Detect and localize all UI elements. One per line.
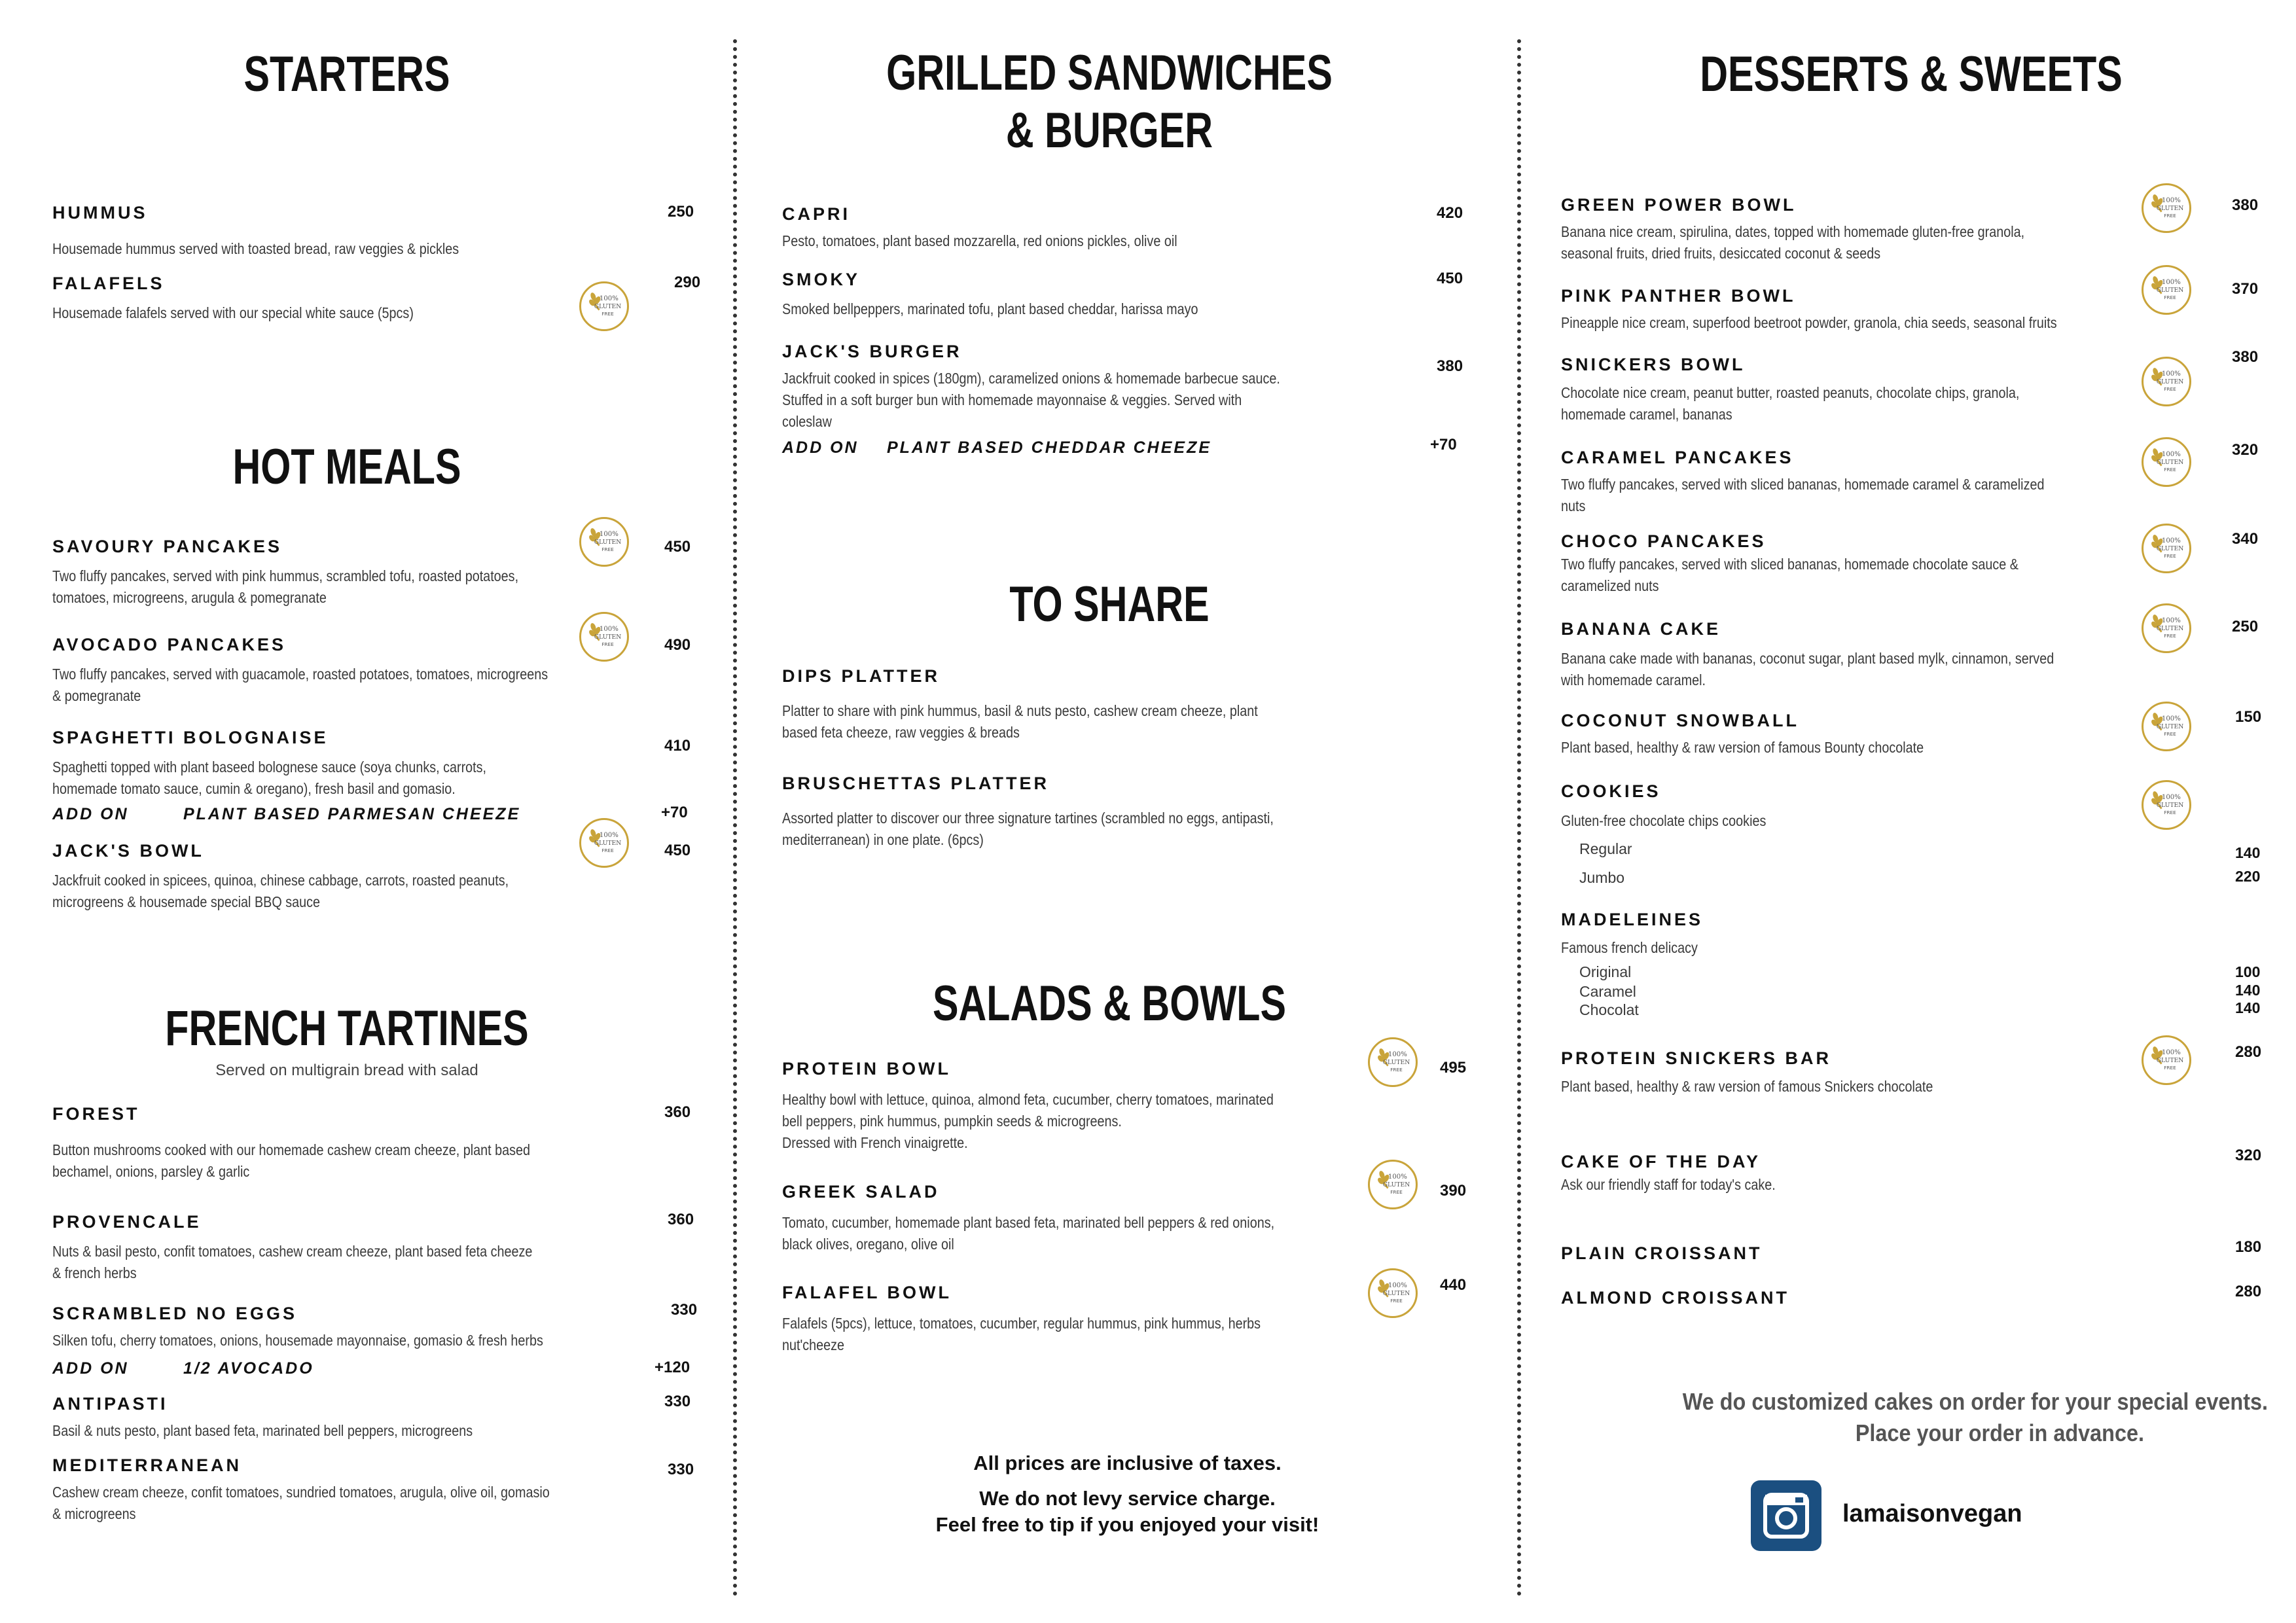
addon-avocado	[52, 1359, 314, 1378]
svg-text:100%: 100%	[1388, 1281, 1407, 1289]
item-desc: Chocolate nice cream, peanut butter, roasted peanuts, chocolate chips, granola, homemade caramel, bananas	[1561, 384, 2020, 423]
item-name: BANANA CAKE	[1561, 619, 1721, 639]
menu-item-smoky	[782, 268, 1424, 320]
item-name: COCONUT SNOWBALL	[1561, 711, 1799, 730]
menu-item-coconut-snowball	[1561, 709, 2189, 758]
gluten-free-icon	[2142, 265, 2191, 315]
item-name: ANTIPASTI	[52, 1394, 168, 1414]
item-price: 360	[668, 1211, 694, 1228]
svg-text:GLUTEN: GLUTEN	[1382, 1181, 1410, 1188]
item-name: ALMOND CROISSANT	[1561, 1288, 1789, 1308]
menu-item-pink-panther-bowl	[1561, 285, 2189, 334]
item-price: 380	[2232, 196, 2259, 214]
svg-text:FREE: FREE	[2164, 632, 2176, 639]
item-name: PINK PANTHER BOWL	[1561, 286, 1796, 306]
item-name: MADELEINES	[1561, 910, 1704, 929]
option-price: 100	[2235, 963, 2261, 980]
svg-text:FREE: FREE	[2164, 730, 2176, 737]
svg-text:GLUTEN: GLUTEN	[2156, 286, 2184, 294]
gluten-free-icon	[579, 281, 629, 331]
svg-text:FREE: FREE	[1390, 1297, 1403, 1304]
svg-text:GLUTEN: GLUTEN	[2156, 458, 2184, 466]
option-jumbo: Jumbo	[1579, 869, 1625, 886]
item-name: FALAFEL BOWL	[782, 1283, 952, 1302]
item-name: SCRAMBLED NO EGGS	[52, 1304, 298, 1323]
instagram-icon[interactable]	[1751, 1480, 1821, 1551]
item-desc: Banana nice cream, spirulina, dates, topped with homemade gluten-free granola, seasonal fruits, dried fruits, desiccated coconut & seeds	[1561, 223, 2025, 262]
item-desc: Two fluffy pancakes, served with pink hummus, scrambled tofu, roasted potatoes, tomatoes, microgreens, arugula & pomegranate	[52, 567, 519, 606]
item-desc: Pineapple nice cream, superfood beetroot powder, granola, chia seeds, seasonal fruits	[1561, 314, 2057, 331]
menu-item-provencale	[52, 1211, 655, 1284]
item-name: PROTEIN SNICKERS BAR	[1561, 1048, 1832, 1068]
menu-item-almond-croissant	[1561, 1287, 2189, 1309]
svg-text:FREE: FREE	[2164, 385, 2176, 392]
svg-text:FREE: FREE	[2164, 212, 2176, 219]
item-desc: Jackfruit cooked in spicees, quinoa, chinese cabbage, carrots, roasted peanuts, microgreens & housemade special BBQ sauce	[52, 872, 509, 910]
item-price: 280	[2235, 1283, 2262, 1300]
item-name: SMOKY	[782, 270, 861, 289]
item-desc: Famous french delicacy	[1561, 939, 1698, 956]
item-desc: Plant based, healthy & raw version of famous Bounty chocolate	[1561, 739, 1924, 756]
gluten-free-icon	[2142, 1035, 2191, 1085]
menu-item-dips-platter	[782, 665, 1424, 743]
item-desc: Platter to share with pink hummus, basil & nuts pesto, cashew cream cheeze, plant based feta cheeze, raw veggies & breads	[782, 702, 1258, 741]
item-desc: Cashew cream cheeze, confit tomatoes, sundried tomatoes, arugula, olive oil, gomasio & microgreens	[52, 1484, 550, 1522]
section-subtitle: Served on multigrain bread with salad	[215, 1061, 478, 1079]
item-price: 330	[671, 1301, 698, 1319]
svg-text:GLUTEN: GLUTEN	[2156, 1056, 2184, 1064]
gluten-free-icon	[2142, 183, 2191, 233]
gluten-free-icon	[2142, 780, 2191, 830]
section-title-sandwiches: GRILLED SANDWICHES & BURGER	[886, 45, 1333, 158]
addon-text: PLANT BASED PARMESAN CHEEZE	[183, 805, 521, 823]
item-desc: Healthy bowl with lettuce, quinoa, almond feta, cucumber, cherry tomatoes, marinated bell peppers, pink hummus, pumpkin seeds & microgreens. Dressed with French vinaigrette.	[782, 1091, 1274, 1151]
item-desc: Smoked bellpeppers, marinated tofu, plant based cheddar, harissa mayo	[782, 300, 1198, 317]
section-title-desserts: DESSERTS & SWEETS	[1700, 46, 2123, 102]
menu-item-hummus	[52, 202, 655, 260]
item-name: GREEN POWER BOWL	[1561, 195, 1797, 215]
item-desc: Plant based, healthy & raw version of famous Snickers chocolate	[1561, 1078, 1933, 1095]
svg-text:FREE: FREE	[2164, 552, 2176, 559]
gluten-free-icon	[579, 517, 629, 567]
gluten-free-icon	[1368, 1037, 1418, 1087]
option-price: 220	[2235, 868, 2261, 885]
svg-text:100%: 100%	[599, 530, 619, 538]
item-desc: Gluten-free chocolate chips cookies	[1561, 812, 1767, 829]
svg-text:GLUTEN: GLUTEN	[1382, 1058, 1410, 1066]
svg-text:100%: 100%	[2161, 450, 2181, 458]
item-name: CAKE OF THE DAY	[1561, 1152, 1761, 1171]
addon-price: +70	[661, 804, 688, 821]
item-price: 360	[664, 1103, 691, 1121]
item-desc: Two fluffy pancakes, served with guacamole, roasted potatoes, tomatoes, microgreens & pomegranate	[52, 666, 548, 704]
menu-item-mediterranean	[52, 1454, 655, 1525]
svg-text:GLUTEN: GLUTEN	[594, 302, 622, 310]
menu-item-falafel-bowl	[782, 1281, 1424, 1356]
gluten-free-icon	[2142, 702, 2191, 751]
item-name: HUMMUS	[52, 203, 148, 223]
svg-text:100%: 100%	[2161, 616, 2181, 624]
section-title-to-share: TO SHARE	[1009, 577, 1210, 632]
item-price: 495	[1440, 1059, 1467, 1077]
svg-text:GLUTEN: GLUTEN	[2156, 204, 2184, 212]
item-price: 380	[2232, 348, 2259, 366]
item-desc: Spaghetti topped with plant baseed bolognese sauce (soya chunks, carrots, homemade tomato sauce, cumin & oregano), fresh basil and gomasio.	[52, 758, 487, 797]
custom-cakes-note: We do customized cakes on order for your special events. Place your order in advance.	[1682, 1388, 2268, 1446]
menu-item-falafels	[52, 272, 655, 324]
menu-item-jacks-burger	[782, 340, 1424, 433]
item-desc: Falafels (5pcs), lettuce, tomatoes, cucumber, regular hummus, pink hummus, herbs nut'cheeze	[782, 1315, 1261, 1353]
item-price: 250	[668, 203, 694, 221]
menu-item-snickers-bowl	[1561, 353, 2189, 425]
item-desc: Housemade hummus served with toasted bread, raw veggies & pickles	[52, 240, 459, 257]
item-name: FOREST	[52, 1104, 140, 1124]
svg-text:GLUTEN: GLUTEN	[1382, 1289, 1410, 1297]
column-middle	[782, 0, 1473, 1623]
item-name: JACK'S BOWL	[52, 841, 204, 861]
svg-text:FREE: FREE	[601, 847, 614, 853]
section-title-starters: STARTERS	[243, 46, 450, 102]
option-price: 140	[2235, 844, 2261, 861]
item-price: 150	[2235, 708, 2262, 726]
item-desc: Housemade falafels served with our special white sauce (5pcs)	[52, 304, 414, 321]
menu-item-bruschettas-platter	[782, 772, 1424, 851]
item-name: DIPS PLATTER	[782, 666, 941, 686]
option-original: Original	[1579, 963, 1632, 980]
svg-text:GLUTEN: GLUTEN	[594, 839, 622, 847]
menu-item-protein-bowl	[782, 1058, 1424, 1154]
item-price: 320	[2235, 1147, 2262, 1164]
svg-text:FREE: FREE	[2164, 1064, 2176, 1071]
item-desc: Silken tofu, cherry tomatoes, onions, housemade mayonnaise, gomasio & fresh herbs	[52, 1332, 543, 1349]
item-desc: Jackfruit cooked in spices (180gm), caramelized onions & homemade barbecue sauce. Stuffed in a soft burger bun with homemade mayonnaise & veggies. Served with coleslaw	[782, 370, 1280, 430]
svg-text:100%: 100%	[1388, 1173, 1407, 1181]
option-price: 140	[2235, 999, 2261, 1016]
svg-text:100%: 100%	[2161, 196, 2181, 204]
item-price: 450	[664, 842, 691, 859]
gluten-free-icon	[1368, 1160, 1418, 1209]
item-price: 180	[2235, 1238, 2262, 1256]
section-title-hot-meals: HOT MEALS	[232, 439, 461, 495]
svg-text:100%: 100%	[599, 294, 619, 302]
svg-text:FREE: FREE	[1390, 1188, 1403, 1195]
svg-text:100%: 100%	[2161, 715, 2181, 722]
item-price: 330	[668, 1461, 694, 1478]
option-price: 140	[2235, 982, 2261, 999]
option-chocolat: Chocolat	[1579, 1001, 1639, 1018]
item-price: 330	[664, 1393, 691, 1410]
item-desc: Two fluffy pancakes, served with sliced bananas, homemade caramel & caramelized nuts	[1561, 476, 2045, 514]
menu-item-capri	[782, 203, 1424, 252]
menu-item-cookies	[1561, 780, 2189, 832]
svg-text:100%: 100%	[2161, 278, 2181, 286]
svg-text:100%: 100%	[1388, 1050, 1407, 1058]
item-desc: Two fluffy pancakes, served with sliced bananas, homemade chocolate sauce & caramelized nuts	[1561, 556, 2018, 594]
item-desc: Nuts & basil pesto, confit tomatoes, cashew cream cheeze, plant based feta cheeze & french herbs	[52, 1243, 533, 1281]
taxes-note: All prices are inclusive of taxes.	[973, 1452, 1282, 1474]
svg-text:100%: 100%	[599, 625, 619, 633]
addon-label: ADD ON	[782, 438, 859, 457]
item-price: 450	[664, 538, 691, 556]
addon-price: +120	[655, 1359, 691, 1376]
column-divider-2	[1517, 39, 1521, 1597]
addon-parmesan	[52, 805, 520, 824]
gluten-free-icon	[579, 612, 629, 662]
svg-text:FREE: FREE	[601, 641, 614, 647]
svg-text:GLUTEN: GLUTEN	[2156, 378, 2184, 385]
svg-text:FREE: FREE	[2164, 809, 2176, 815]
svg-text:FREE: FREE	[601, 310, 614, 317]
svg-text:GLUTEN: GLUTEN	[2156, 544, 2184, 552]
item-desc: Assorted platter to discover our three signature tartines (scrambled no eggs, antipasti, mediterranean) in one plate. (6pcs)	[782, 810, 1274, 848]
svg-text:FREE: FREE	[2164, 466, 2176, 473]
item-name: PROTEIN BOWL	[782, 1059, 951, 1079]
gluten-free-icon	[2142, 357, 2191, 406]
item-price: 370	[2232, 280, 2259, 298]
menu-item-banana-cake	[1561, 618, 2189, 691]
item-desc: Button mushrooms cooked with our homemade cashew cream cheeze, plant based bechamel, onions, parsley & garlic	[52, 1141, 531, 1180]
menu-item-protein-snickers-bar	[1561, 1047, 2189, 1097]
item-name: SPAGHETTI BOLOGNAISE	[52, 728, 329, 747]
svg-text:GLUTEN: GLUTEN	[2156, 722, 2184, 730]
item-desc: Banana cake made with bananas, coconut sugar, plant based mylk, cinnamon, served with homemade caramel.	[1561, 650, 2054, 688]
menu-item-madeleines	[1561, 908, 2189, 959]
item-name: SAVOURY PANCAKES	[52, 537, 283, 556]
menu-item-greek-salad	[782, 1181, 1424, 1255]
column-divider-1	[733, 39, 737, 1597]
menu-item-caramel-pancakes	[1561, 446, 2189, 517]
menu-item-savoury-pancakes	[52, 535, 655, 609]
gluten-free-icon	[2142, 524, 2191, 573]
addon-label: ADD ON	[52, 1359, 129, 1378]
addon-text: 1/2 AVOCADO	[183, 1359, 314, 1378]
menu-item-spaghetti-bolognaise	[52, 726, 655, 800]
item-name: SNICKERS BOWL	[1561, 355, 1746, 374]
item-desc: Pesto, tomatoes, plant based mozzarella, red onions pickles, olive oil	[782, 232, 1177, 249]
item-desc: Ask our friendly staff for today's cake.	[1561, 1176, 1776, 1193]
svg-text:100%: 100%	[2161, 370, 2181, 378]
item-name: CHOCO PANCAKES	[1561, 531, 1767, 551]
item-name: PROVENCALE	[52, 1212, 202, 1232]
item-desc: Tomato, cucumber, homemade plant based feta, marinated bell peppers & red onions, black olives, oregano, olive oil	[782, 1214, 1275, 1253]
menu-item-choco-pancakes	[1561, 530, 2189, 597]
item-name: AVOCADO PANCAKES	[52, 635, 287, 654]
menu-item-cake-of-the-day	[1561, 1150, 2189, 1196]
item-name: GREEK SALAD	[782, 1182, 940, 1202]
item-desc: Basil & nuts pesto, plant based feta, marinated bell peppers, microgreens	[52, 1422, 473, 1439]
item-price: 420	[1437, 204, 1463, 222]
item-name: JACK'S BURGER	[782, 342, 962, 361]
section-title-french-tartines: FRENCH TARTINES	[165, 1001, 529, 1056]
service-charge-note: We do not levy service charge.	[979, 1487, 1276, 1510]
menu-item-scrambled-no-eggs	[52, 1302, 655, 1351]
item-name: BRUSCHETTAS PLATTER	[782, 774, 1049, 793]
svg-text:FREE: FREE	[2164, 294, 2176, 300]
item-name: PLAIN CROISSANT	[1561, 1243, 1763, 1263]
svg-text:100%: 100%	[599, 831, 619, 839]
gluten-free-icon	[579, 818, 629, 868]
column-left	[52, 0, 707, 1623]
menu-item-jacks-bowl	[52, 840, 655, 913]
item-name: COOKIES	[1561, 781, 1661, 801]
addon-text: PLANT BASED CHEDDAR CHEEZE	[886, 438, 1212, 457]
section-title-salads-bowls: SALADS & BOWLS	[932, 976, 1287, 1031]
gluten-free-icon	[2142, 603, 2191, 653]
svg-text:100%: 100%	[2161, 793, 2181, 801]
item-price: 390	[1440, 1182, 1467, 1200]
item-name: CARAMEL PANCAKES	[1561, 448, 1794, 467]
menu-item-avocado-pancakes	[52, 633, 655, 707]
menu-item-green-power-bowl	[1561, 194, 2189, 264]
addon-label: ADD ON	[52, 805, 129, 823]
menu-item-plain-croissant	[1561, 1242, 2189, 1264]
option-caramel: Caramel	[1579, 983, 1636, 1000]
gluten-free-icon	[2142, 437, 2191, 487]
svg-text:100%: 100%	[2161, 1048, 2181, 1056]
item-price: 440	[1440, 1276, 1467, 1294]
svg-text:GLUTEN: GLUTEN	[594, 633, 622, 641]
item-price: 340	[2232, 530, 2259, 548]
item-name: FALAFELS	[52, 274, 165, 293]
item-price: 290	[674, 274, 701, 291]
menu-item-forest	[52, 1103, 655, 1183]
instagram-handle[interactable]: lamaisonvegan	[1842, 1500, 2022, 1527]
svg-text:FREE: FREE	[601, 546, 614, 552]
svg-text:GLUTEN: GLUTEN	[594, 538, 622, 546]
item-price: 490	[664, 636, 691, 654]
svg-text:100%: 100%	[2161, 537, 2181, 544]
menu-item-antipasti	[52, 1393, 655, 1442]
tip-note: Feel free to tip if you enjoyed your visit!	[935, 1513, 1319, 1536]
item-price: 280	[2235, 1043, 2262, 1061]
gluten-free-icon	[1368, 1268, 1418, 1318]
item-price: 250	[2232, 618, 2259, 635]
item-name: CAPRI	[782, 204, 851, 224]
addon-price: +70	[1430, 436, 1457, 454]
option-regular: Regular	[1579, 840, 1632, 857]
item-price: 450	[1437, 270, 1463, 287]
addon-cheddar	[782, 438, 1211, 457]
item-price: 380	[1437, 357, 1463, 375]
item-name: MEDITERRANEAN	[52, 1455, 242, 1475]
column-right	[1561, 0, 2268, 1623]
item-price: 320	[2232, 441, 2259, 459]
item-price: 410	[664, 737, 691, 755]
svg-text:GLUTEN: GLUTEN	[2156, 801, 2184, 809]
svg-text:FREE: FREE	[1390, 1066, 1403, 1073]
svg-text:GLUTEN: GLUTEN	[2156, 624, 2184, 632]
